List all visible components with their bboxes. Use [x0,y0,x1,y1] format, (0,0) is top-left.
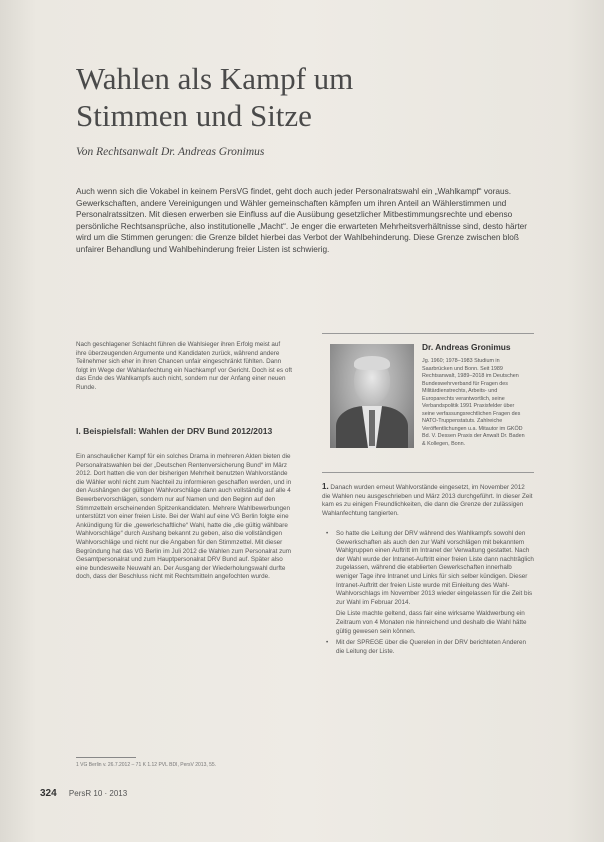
section-heading: I. Beispielsfall: Wahlen der DRV Bund 2012/2013 [76,426,273,436]
author-name: Dr. Andreas Gronimus [422,342,511,352]
list-item: • Mit der SPREGE über die Querelen in der DRV berichteten Anderen die Leitung der Liste. [326,639,526,655]
footnote: 1 VG Berlin v. 26.7.2012 – 71 K 1.12 PVL BDI, PersV 2013, 55. [76,762,217,768]
page-footer [40,788,300,799]
right-column-intro [322,483,534,518]
author-box [322,333,534,473]
lead-paragraph: Auch wenn sich die Vokabel in keinem PersVG findet, geht doch auch jeder Personalratswahl ein „Wahlkampf“ voraus. Gewerkschaften, andere Vereinigungen und Wähler gemeinschaften kämpfen um ihren Anteil an Wählerstimmen und Personalratssitzen. Mit diesen erwerben sie Einfluss auf die Ausübung gesetzlicher Mitbestimmungsrechte und ebenso persönliche Rechtsansprüche, also institutionelle „Macht“. Je enger die erwarteten Mehrheitsverhältnisse sind, desto härter wird um die Stimmen gerungen: die Grenze bildet hierbei das Verbot der Wahlbehinderung. Diese Grenze zwischen bloß unfairer Behandlung und Wahlbehinderung freier Listen ist schwierig. [76,186,528,254]
byline: Von Rechtsanwalt Dr. Andreas Gronimus [76,146,265,158]
right-column-intro-text: Danach wurden erneut Wahlvorstände eingesetzt, im November 2012 die Wahlen neu ausgeschrieben und März 2013 durchgeführt. In dieser Zeit kam es zu einigen Freundlichkeiten, die dann die Grenze der zulässigen Wahlanfechtung tangierten. [322,484,533,517]
title-line-1: Wahlen als Kampf um [76,61,354,96]
author-photo [330,344,414,448]
left-column-intro: Nach geschlagener Schlacht führen die Wahlsieger ihren Erfolg meist auf ihre überzeugenden Argumente und Kandidaten zurück, während andere Teilnehmer sich eher in ihren Chancen unfair eingeschränkt fühlten. Dann folgt im Wege der Wahlanfechtung ein Nachkampf vor Gericht. Doch ist es oft das Ende des Wahlkampfs auch nicht, sondern nur der Anfang einer neuen Runde. [76,341,292,391]
article-title [76,60,546,134]
journal-label: PersR 10 · 2013 [68,789,128,798]
title-line-2: Stimmen und Sitze [76,98,312,133]
list-item: Die Liste machte geltend, dass fair eine wirksame Waldwerbung ein Zeitraum von 4 Monaten nie hinreichend und deshalb die Wahl hätte gültig gewesen sein können. [336,610,527,635]
list-item: • So hatte die Leitung der DRV während des Wahlkampfs sowohl den Gewerkschaften als auch den zur Wahl vorschlägen mit bekanntem Wahlgruppen einen Auftritt im Intranet der Verwaltung gestattet. Nach der Wahl wurde der Intranet-Auftritt einer freien Liste dann nachträglich zugelassen, während die etablierten Gewerkschaften innerhalb weniger Tage ihre Intranet und Links für sich selber kündigen. Dieser Intranet-Auftritt der freien Liste wurde mit Einleitung des Wahl-Wahlvorschlags im November 2013 wieder eingelassen für die Zeit bis zur Wahl im Februar 2014. [326,530,534,606]
footnote-divider [76,757,136,758]
bullet-icon: • [326,639,329,647]
page-number: 324 [40,788,57,799]
bullet-list [322,530,534,659]
intro-number: 1. [322,482,329,491]
author-bio: Jg. 1960; 1978–1983 Studium in Saarbrücken und Bonn. Seit 1989 Rechtsanwalt, 1989–2018 im Deutschen Bundeswehrverband für Fragen des Militärdienstrechts, Arbeits- und Europarechts verantwortlich, seine Verbandspolitik 1991 Praxisfelder über seine verfassungsrechtlichen Fragen des NATO-Truppenstatuts. Zahlreiche Veröffentlichungen u.a. Mitautor im GKÖD Bd. V. Dessen Praxis der Anwalt Dr. Baden & Kollegen, Bonn. [422,358,525,447]
left-column-body: Ein anschaulicher Kampf für ein solches Drama in mehreren Akten bieten die Personalratswahlen bei der „Deutschen Rentenversicherung Bund“ im März 2012. Dort hatten die von der bisherigen Mehrheit benutzten Wahlvorstände die Wähler wohl nicht zum Nachteil zu informieren geschaffen werden, und in den Aushängen der gültigen Wahlvorschläge dann auch vollständig auf alle 4 Bewerbervorschlägen, sondern nur auf Namen und den Beginn auf den Stimmzetteln erscheinenden Spitzenkandidaten. Mehrere Wahlbewerbungen unterstützt von einer freien Liste. Bei der Wahl auf eine VG Berlin folgte eine Ankündigung für die „gewerkschaftliche“ Wahl, hatte die „die gültig wählbare Wahlvorschläge“ durch Aushang bekannt zu geben, also die vollständigen Wahlvorschläge und nicht nur die Angaben für den Stimmzettel. Mit dieser Begründung hat das VG Berlin im Juli 2012 die Wahlen zum Personalrat zum Gesamtpersonalrat und zum Hauptpersonalrat DRV Bund auf. Später also eine bundesweite Neuwahl an. Der Ausgang der Wiederholungswahl durfte doch, dass der Beschluss nicht mit Rechtsmitteln angefochten wurde. [76,453,292,581]
bullet-icon: • [326,530,329,537]
